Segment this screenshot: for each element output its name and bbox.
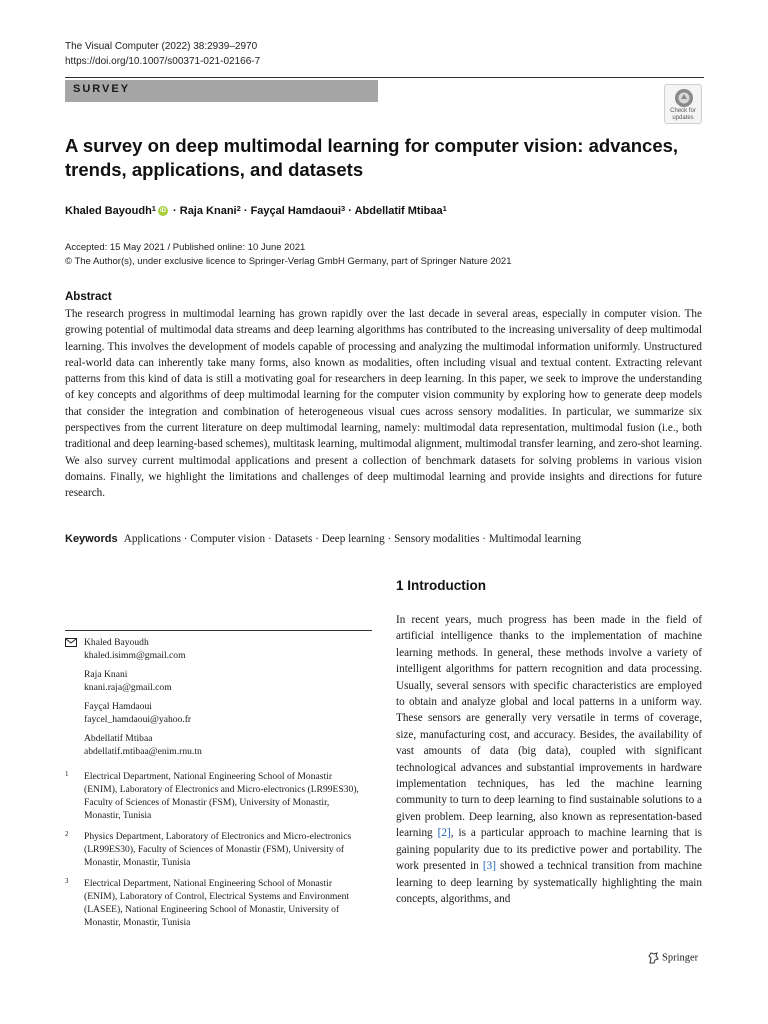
contact-entry <box>65 636 365 662</box>
doi-link[interactable]: https://doi.org/10.1007/s00371-021-02166-7 <box>65 56 261 67</box>
affiliation-entry <box>65 877 365 929</box>
citation-link[interactable]: [2] <box>437 827 451 840</box>
author-affiliation-marker: 1 <box>442 204 447 213</box>
keywords-label: Keywords <box>65 533 118 545</box>
contact-name: Raja Knani <box>84 669 128 680</box>
header-rule <box>65 77 704 78</box>
mail-icon <box>65 638 77 647</box>
affiliation-number: 3 <box>65 877 69 885</box>
intro-text-part: showed a technical transition from machine learning to deep learning by systematically highlighting the main concepts, algorithms, and <box>396 860 703 905</box>
author-name[interactable]: Raja Knani <box>179 205 237 217</box>
author-list <box>65 205 447 217</box>
affiliation-number: 2 <box>65 830 69 838</box>
affiliation-entry <box>65 770 365 822</box>
author-name[interactable]: Fayçal Hamdaoui <box>250 205 342 217</box>
paper-title: A survey on deep multimodal learning for computer vision: advances, trends, applications, and datasets <box>65 135 679 180</box>
section-label: SURVEY <box>73 83 131 95</box>
author-affiliation-marker: 1 <box>151 204 156 213</box>
keywords-line <box>65 533 581 545</box>
intro-text-part: In recent years, much progress has been made in the field of artificial intelligence thanks to the implementation of machine learning methods. In general, these methods involve a variety of intelligent algorithms for pattern recognition and data processing. Usually, several sensors with specific characteristics are employed to obtain and analyze global and local patterns in a uniform way. These sensors are generally very versatile in terms of coverage, size, manufacturing cost, and accuracy. Besides, the availability of vast amounts of data (big data), coupled with significant technological advances and substantial improvements in hardware implementation techniques, has led the machine learning community to turn to deep learning to find sustainable solutions to a given problem. Deep learning, also known as representation-based learning <box>396 614 702 840</box>
check-for-updates-label: Check for updates <box>670 108 696 121</box>
copyright-notice: © The Author(s), under exclusive licence to Springer-Verlag GmbH Germany, part of Springer Nature 2021 <box>65 256 512 267</box>
contact-entry <box>65 700 365 726</box>
publisher-logo <box>648 952 698 964</box>
publisher-name: Springer <box>662 952 699 964</box>
abstract-text: The research progress in multimodal learning has grown rapidly over the last decade in several areas, especially in computer vision. The growing potential of multimodal data streams and deep learning algorithms has contributed to the increasing universality of deep multimodal learning. This involves the development of models capable of processing and analyzing the multimodal information uniformly. Unstructured real-world data can inherently take many forms, also known as modalities, often including visual and textual content. Extracting relevant patterns from this kind of data is still a motivating goal for researchers in deep learning. In this paper, we seek to improve the understanding of key concepts and algorithms of deep multimodal learning for the computer vision community by exploring how to generate deep models that consider the integration and combination of heterogeneous visual cues across sensory modalities. In particular, we summarize six perspectives from the current literature on deep multimodal learning, namely: multimodal data representation, multimodal fusion (i.e., both traditional and deep learning-based schemes), multitask learning, multimodal alignment, multimodal transfer learning, and zero-shot learning. We also survey current multimodal applications and present a collection of benchmark datasets for solving problems in various vision domains. Finally, we highlight the limitations and challenges of deep multimodal learning and provide insights and directions for future research. <box>65 308 702 500</box>
affiliation-text: Electrical Department, National Engineering School of Monastir (ENIM), Laboratory of Control, Electrical Systems and Environment (LASEE), National Engineering School of Monastir, University of Monastir, Monastir, Tunisia <box>84 878 350 928</box>
affiliation-text: Electrical Department, National Engineering School of Monastir (ENIM), Laboratory of Electronics and Micro-electronics (LR99ES30), Faculty of Sciences of Monastir (FSM), University of Monastir, Monastir, Tunisia <box>84 771 359 821</box>
contact-name: Abdellatif Mtibaa <box>84 733 153 744</box>
contact-email[interactable]: khaled.isimm@gmail.com <box>84 650 186 661</box>
affiliation-entry <box>65 830 365 869</box>
contact-entry <box>65 732 365 758</box>
author-name[interactable]: Khaled Bayoudh <box>65 205 152 217</box>
introduction-text <box>396 612 702 907</box>
check-for-updates-badge[interactable] <box>664 84 702 124</box>
footnote-rule <box>65 630 372 631</box>
contact-email[interactable]: abdellatif.mtibaa@enim.rnu.tn <box>84 746 202 757</box>
contact-entry <box>65 668 365 694</box>
intro-text-part: , is a particular approach to machine learning that is gaining popularity due to its predictive power and portability. The work presented in <box>396 827 703 873</box>
check-for-updates-icon <box>674 88 694 108</box>
author-name[interactable]: Abdellatif Mtibaa <box>354 205 443 217</box>
author-separator: · <box>240 205 251 217</box>
author-separator: · <box>169 205 180 217</box>
orcid-icon[interactable]: iD <box>159 208 166 215</box>
author-separator: · <box>345 205 355 217</box>
section-label-bar <box>65 80 378 102</box>
author-affiliation-marker: 3 <box>341 204 346 213</box>
abstract-heading: Abstract <box>65 291 112 303</box>
publication-dates: Accepted: 15 May 2021 / Published online: 10 June 2021 <box>65 242 306 253</box>
affiliations <box>65 770 365 937</box>
author-contacts <box>65 636 365 764</box>
contact-email[interactable]: faycel_hamdaoui@yahoo.fr <box>84 714 192 725</box>
affiliation-number: 1 <box>65 770 69 778</box>
springer-horse-icon <box>648 952 659 964</box>
contact-name: Khaled Bayoudh <box>84 637 149 648</box>
contact-email[interactable]: knani.raja@gmail.com <box>84 682 172 693</box>
affiliation-text: Physics Department, Laboratory of Electronics and Micro-electronics (LR99ES30), Faculty of Sciences of Monastir (FSM), University of Monastir, Monastir, Tunisia <box>84 831 352 868</box>
author-affiliation-marker: 2 <box>236 204 241 213</box>
keywords-list: Applications · Computer vision · Datasets · Deep learning · Sensory modalities · Multimodal learning <box>123 533 582 545</box>
contact-name: Fayçal Hamdaoui <box>84 701 152 712</box>
journal-reference: The Visual Computer (2022) 38:2939–2970 <box>65 41 258 52</box>
introduction-heading: 1 Introduction <box>396 578 486 593</box>
citation-link[interactable]: [3] <box>482 860 496 873</box>
